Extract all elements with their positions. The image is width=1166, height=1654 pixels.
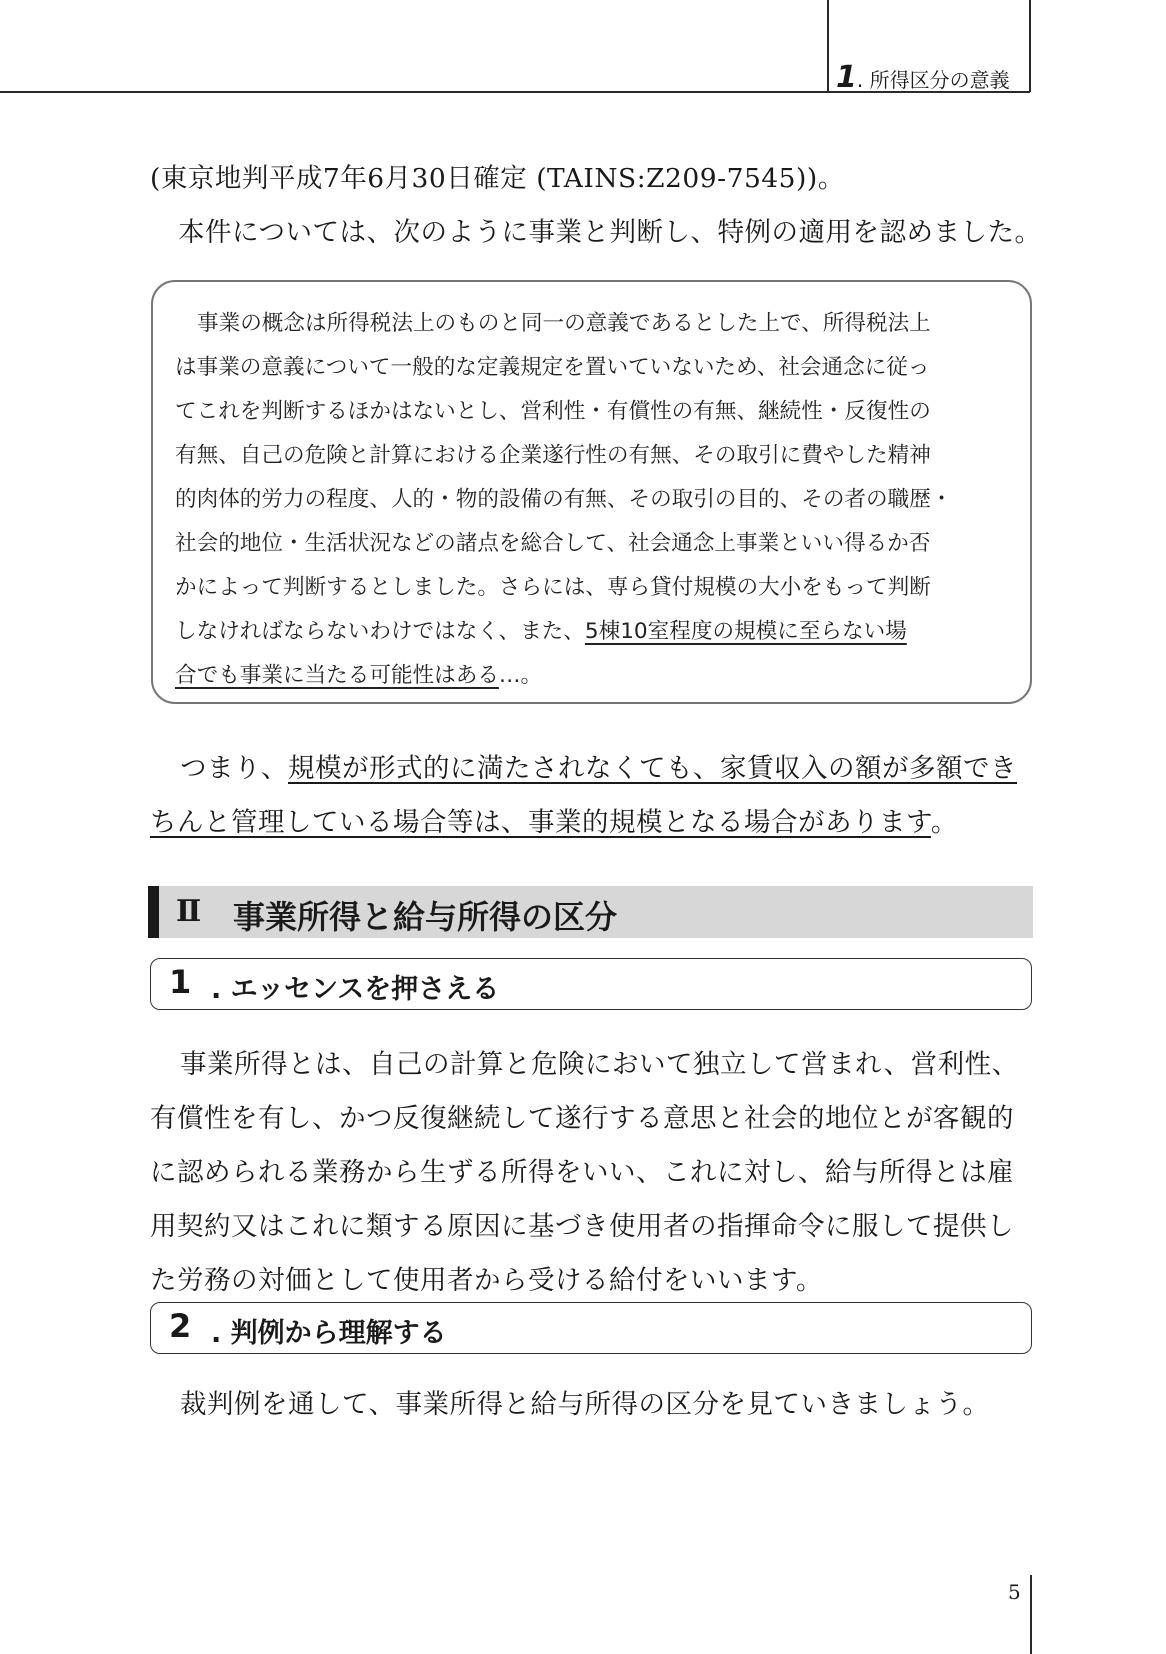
footer-divider-vertical (1030, 1575, 1032, 1654)
section-number: Ⅱ (176, 894, 202, 929)
quote-line: かによって判断するとしました。さらには、専ら貸付規模の大小をもって判断 (175, 575, 931, 600)
running-header-title: . 所得区分の意義 (856, 68, 1010, 92)
running-header (836, 60, 1010, 95)
paragraph-line: 用契約又はこれに類する原因に基づき使用者の指揮命令に服して提供し (150, 1211, 1014, 1242)
running-header-number: 1 (836, 60, 857, 95)
subsection-title: . エッセンスを押さえる (211, 974, 500, 1005)
summary-line-2 (150, 800, 958, 839)
paragraph-line: 有償性を有し、かつ反復継続して遂行する意思と社会的地位とが客観的 (150, 1103, 1014, 1134)
subsection-title: . 判例から理解する (211, 1318, 447, 1349)
page-number: 5 (1008, 1580, 1021, 1604)
paragraph-line: 事業所得とは、自己の計算と危険において独立して営まれ、営利性、 (180, 1049, 1019, 1080)
quote-text: しなければならないわけではなく、また、 (175, 619, 585, 644)
subsection-number: 2 (169, 1307, 192, 1345)
summary-underlined-text: ちんと管理している場合等は、事業的規模となる場合があります (150, 807, 931, 838)
summary-text: 。 (930, 807, 958, 838)
summary-text: つまり、 (180, 753, 288, 784)
subsection-number: 1 (169, 963, 192, 1001)
header-divider-vertical-right (1029, 0, 1031, 92)
intro-line-1: (東京地判平成7年6月30日確定 (TAINS:Z209-7545))。 (150, 163, 845, 194)
quote-line: は事業の意義について一般的な定義規定を置いていないため、社会通念に従っ (175, 355, 930, 380)
quote-text: …。 (498, 663, 543, 688)
quote-line: 社会的地位・生活状況などの諸点を総合して、社会通念上事業といい得るか否 (175, 531, 931, 556)
summary-underlined-text: 規模が形式的に満たされなくても、家賃収入の額が多額でき (288, 753, 1017, 784)
quote-line (175, 614, 907, 645)
intro-line-2: 本件については、次のように事業と判断し、特例の適用を認めました。 (178, 217, 1042, 248)
quote-line (175, 658, 542, 689)
quote-underlined-text: 合でも事業に当たる可能性はある (175, 663, 499, 688)
quote-line: てこれを判断するほかはないとし、営利性・有償性の有無、継続性・反復性の (175, 399, 931, 424)
section-heading (148, 886, 1033, 938)
paragraph-line: に認められる業務から生ずる所得をいい、これに対し、給与所得とは雇 (150, 1157, 1014, 1188)
subsection-heading-2 (150, 1302, 1032, 1354)
section-heading-marker (148, 886, 159, 938)
paragraph-line: 裁判例を通して、事業所得と給与所得の区分を見ていきましょう。 (180, 1389, 990, 1420)
header-divider-vertical (827, 0, 829, 92)
quote-line: 事業の概念は所得税法上のものと同一の意義であるとした上で、所得税法上 (197, 311, 931, 336)
quote-underlined-text: 5棟10室程度の規模に至らない場 (584, 619, 907, 644)
quote-line: 有無、自己の危険と計算における企業遂行性の有無、その取引に費やした精神 (175, 443, 931, 468)
paragraph-line: た労務の対価として使用者から受ける給付をいいます。 (150, 1265, 823, 1296)
quote-line: 的肉体的労力の程度、人的・物的設備の有無、その取引の目的、その者の職歴・ (175, 487, 953, 512)
section-title: 事業所得と給与所得の区分 (233, 898, 618, 936)
summary-line-1 (180, 746, 1017, 785)
subsection-heading-1 (150, 958, 1032, 1010)
